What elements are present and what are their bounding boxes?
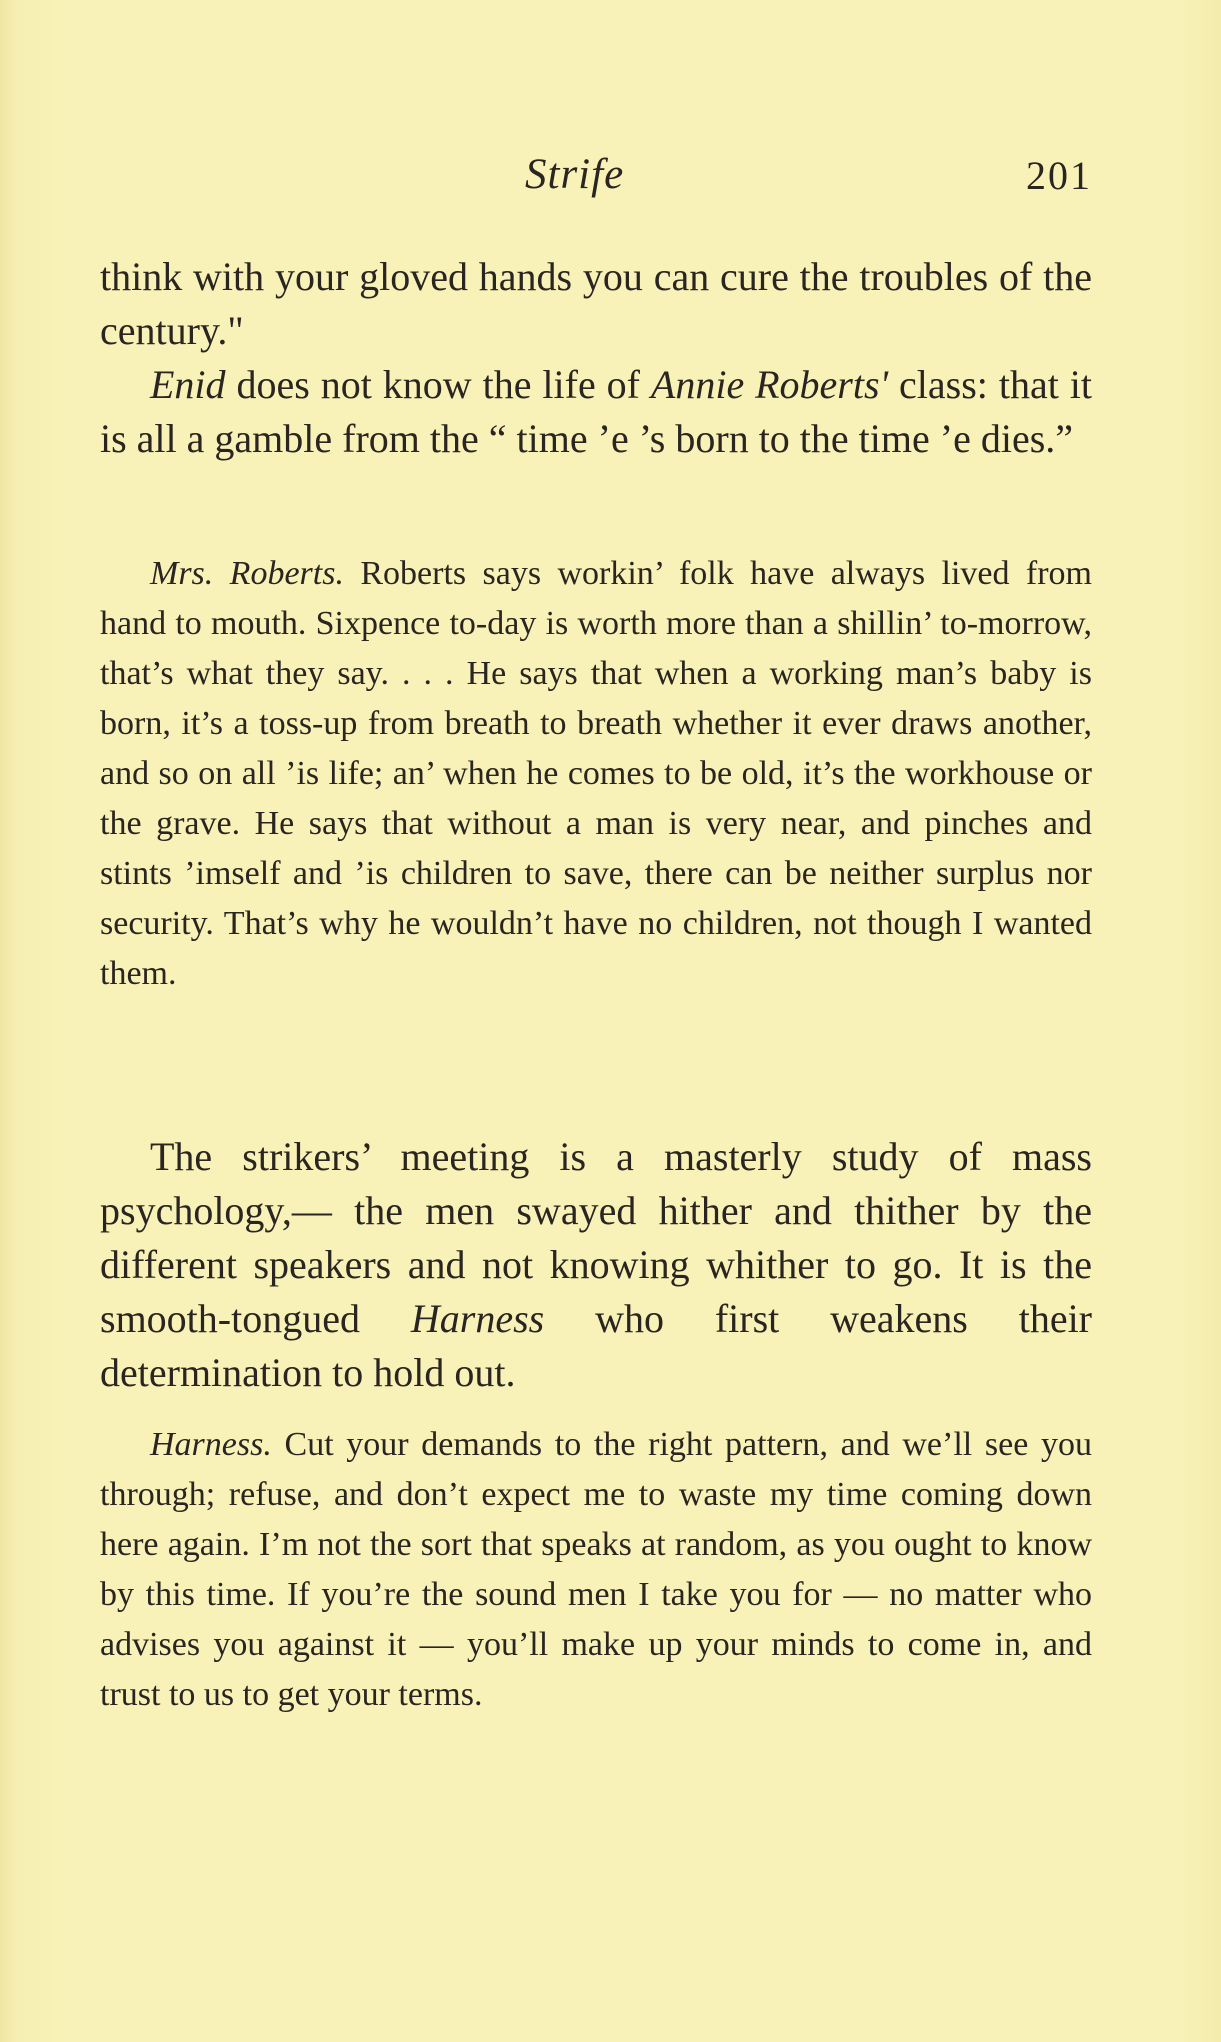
paragraph-enid bbox=[100, 358, 1092, 466]
paragraph-continuation bbox=[100, 250, 1092, 358]
quote-text bbox=[100, 1420, 1092, 1720]
paragraph-text-part: The strikers’ meeting is a masterly study of mass psychology,— the men swayed hither and thither by the different speakers and not knowing whither to go. It is the smooth-tongued bbox=[100, 1134, 1092, 1341]
quote-body: Cut your demands to the right pattern, and we’ll see you through; refuse, and don’t expect me to waste my time coming down here again. I’m not the sort that speaks at random, as you ought to know by this time. If you’re the sound men I take you for — no matter who advises you against it — you’ll make up your minds to come in, and trust to us to get your terms. bbox=[100, 1426, 1092, 1713]
paragraph-text-part: does not know the life of bbox=[225, 362, 651, 407]
quote-body: Roberts says workin’ folk have always lived from hand to mouth. Sixpence to-day is worth more than a shillin’ to-morrow, that’s what they say. . . . He says that when a working man’s baby is born, it’s a toss-up from breath to breath whether it ever draws another, and so on all ’is life; an’ when he comes to be old, it’s the workhouse or the grave. He says that without a man is very near, and pinches and stints ’imself and ’is children to save, there can be neither surplus nor security. That’s why he wouldn’t have no children, not though I wanted them. bbox=[100, 555, 1092, 992]
paragraph-text bbox=[100, 1130, 1092, 1400]
speaker-label: Mrs. Roberts. bbox=[150, 555, 344, 592]
paragraph-text bbox=[100, 358, 1092, 466]
page-number: 201 bbox=[1026, 153, 1092, 198]
running-header bbox=[100, 150, 1092, 210]
paragraph-text: think with your gloved hands you can cure the troubles of the century." bbox=[100, 254, 1092, 353]
character-name-annie-roberts: Annie Roberts' bbox=[650, 362, 889, 407]
running-title: Strife bbox=[525, 151, 625, 198]
speaker-label: Harness. bbox=[150, 1426, 272, 1463]
quote-text bbox=[100, 549, 1092, 999]
paragraph-text-part: class: that it is all a gamble from the “ time ’e ’s born to the time ’e dies.” bbox=[100, 362, 1092, 461]
paragraph-strikers-meeting bbox=[100, 1130, 1092, 1400]
character-name-harness: Harness bbox=[410, 1296, 545, 1341]
quote-mrs-roberts bbox=[100, 549, 1092, 999]
quote-harness bbox=[100, 1420, 1092, 1720]
paragraph-text-part: who first weakens their determination to hold out. bbox=[100, 1296, 1093, 1395]
character-name-enid: Enid bbox=[150, 362, 226, 407]
